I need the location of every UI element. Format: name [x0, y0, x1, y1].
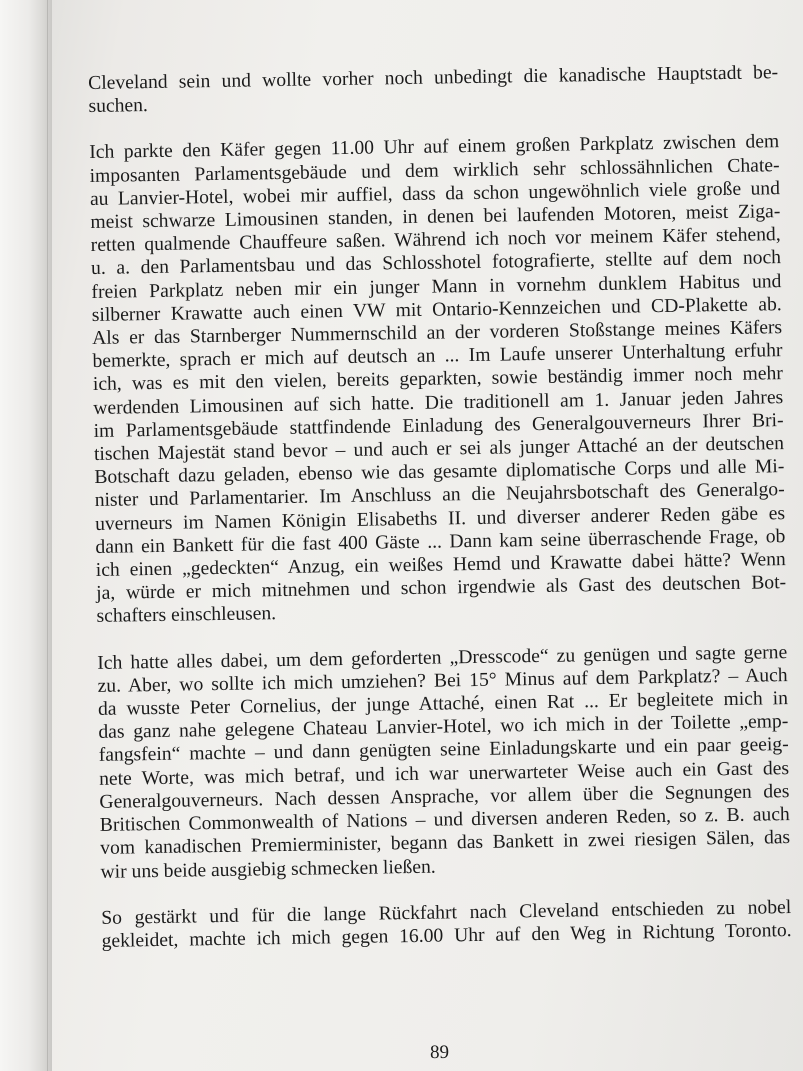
text-line: ja, würde er mich mitnehmen und schon irgendwie als Gast des deutschen Bot- — [96, 572, 787, 605]
text-line: au Lanvier-Hotel, wobei mir auffiel, dass da schon ungewöhnlich viele große und — [89, 177, 781, 210]
paragraph-1 — [88, 61, 779, 118]
text-line: dann ein Bankett für die fast 400 Gäste ... Dann kam seine überraschende Frage, ob — [95, 525, 786, 558]
text-line: vom kanadischen Premierminister, begann das Bankett in zwei riesigen Sälen, das — [100, 827, 791, 860]
text-line: So gestärkt und für die lange Rückfahrt nach Cleveland entschieden zu nobel — [101, 896, 792, 929]
text-line: retten qualmende Chauffeure saßen. Während ich noch vor meinem Käfer stehend, — [90, 224, 781, 257]
text-line: imposanten Parlamentsgebäude und dem wirklich sehr schlossähnlichen Chate- — [89, 154, 780, 187]
text-line: uverneurs im Namen Königin Elisabeths II. und diverser anderer Reden gäbe es — [94, 502, 786, 535]
text-line: nete Worte, was mich betraf, und ich war unerwarteter Weise auch ein Gast des — [98, 757, 790, 790]
text-line: ich einen „gedeckten“ Anzug, ein weißes Hemd und Krawatte dabei hätte? Wenn — [95, 549, 786, 581]
book-spine-edge — [0, 0, 52, 1071]
text-line: bemerkte, sprach er mich auf deutsch an ... Im Laufe unserer Unterhaltung erfuhr — [92, 340, 783, 373]
text-line: Cleveland sein und wollte vorher noch unbedingt die kanadische Hauptstadt be- — [88, 62, 779, 94]
text-line: zu. Aber, wo sollte ich mich umziehen? Bei 15° Minus auf dem Parkplatz? – Auch — [97, 664, 788, 697]
text-line: fangsfein“ machte – und dann genügten seine Einladungskarte und ein paar geeig- — [98, 734, 789, 767]
text-line: Ich parkte den Käfer gegen 11.00 Uhr auf einem großen Parkplatz zwischen dem — [89, 131, 780, 164]
spine-crease — [47, 0, 48, 1071]
text-line: Ich hatte alles dabei, um dem geforderten „Dresscode“ zu genügen und sagte gerne — [97, 641, 788, 674]
text-line: ich, was es mit den vielen, bereits geparkten, sowie beständig immer noch mehr — [92, 363, 783, 396]
text-line: gekleidet, machte ich mich gegen 16.00 Uhr auf den Weg in Richtung Toronto. — [101, 919, 792, 952]
paragraph-3 — [97, 641, 791, 884]
text-line: da wusste Peter Cornelius, der junge Attaché, einen Rat ... Er begleitete mich in — [97, 688, 789, 720]
paragraph-4 — [101, 896, 792, 953]
text-line: Botschaft dazu geladen, ebenso wie das gesamte diplomatische Corps und alle Mi- — [94, 456, 785, 489]
text-line: schafters einschleusen. — [96, 603, 277, 628]
text-line: nister und Parlamentarier. Im Anschluss an die Neujahrsbotschaft des Generalgo- — [94, 479, 785, 512]
text-line: werdenden Limousinen auf sich hatte. Die traditionell am 1. Januar jeden Jahres — [93, 386, 784, 419]
book-page — [52, 0, 803, 1071]
text-line: u. a. den Parlamentsbau und das Schlosshotel fotografierte, stellte auf dem noch — [90, 247, 782, 280]
text-line: silberner Krawatte auch einen VW mit Ontario-Kennzeichen und CD-Plakette ab. — [91, 293, 782, 326]
text-line: tischen Majestät stand bevor – und auch er sei als junger Attaché an der deutschen — [93, 433, 785, 465]
paragraph-2 — [89, 131, 787, 629]
text-line: Als er das Starnberger Nummernschild an der vorderen Stoßstange meines Käfers — [92, 317, 783, 349]
page-number: 89 — [429, 1041, 450, 1064]
text-line: freien Parkplatz neben mir ein junger Mann in vornehm dunklem Habitus und — [91, 270, 782, 303]
text-line: meist schwarze Limousinen standen, in denen bei laufenden Motoren, meist Ziga- — [90, 201, 781, 233]
text-line: Britischen Commonwealth of Nations – und diversen anderen Reden, so z. B. auch — [99, 804, 790, 836]
page-text — [88, 61, 792, 976]
text-line: das ganz nahe gelegene Chateau Lanvier-Hotel, wo ich mich in der Toilette „emp- — [98, 711, 789, 744]
text-line: Generalgouverneurs. Nach dessen Ansprache, vor allem über die Segnungen des — [99, 780, 790, 813]
text-line: im Parlamentsgebäude stattfindende Einladung des Generalgouverneurs Ihrer Bri- — [93, 409, 784, 442]
text-line: wir uns beide ausgiebig schmecken ließen. — [100, 856, 436, 883]
text-line: suchen. — [88, 95, 149, 118]
